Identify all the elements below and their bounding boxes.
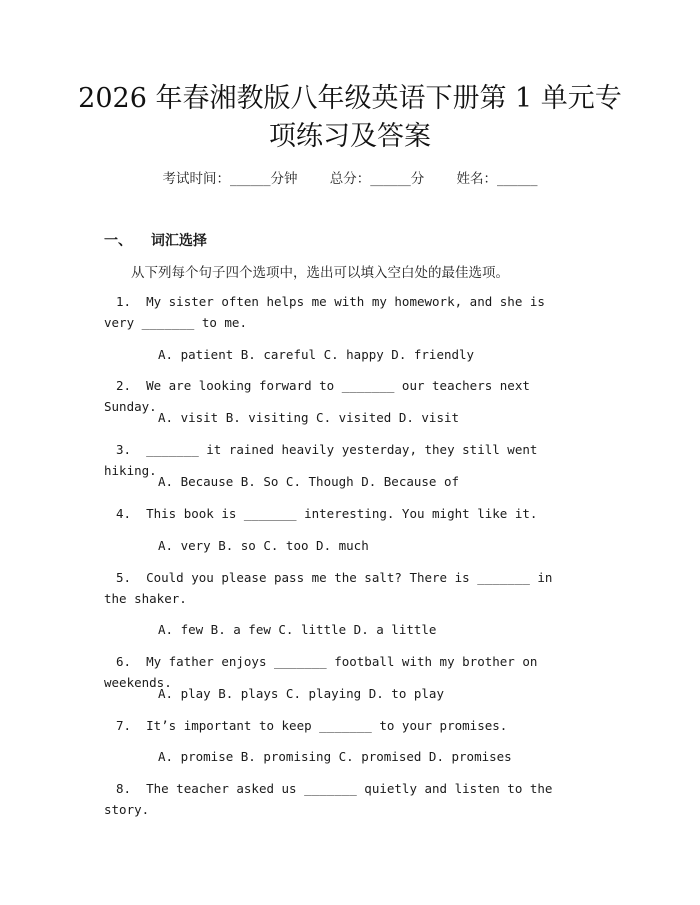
title-line-2: 项练习及答案	[269, 121, 431, 152]
question-4-options: A. very B. so C. too D. much	[158, 538, 369, 553]
instruction-text: 从下列每个句子四个选项中，选出可以填入空白处的最佳选项。	[131, 265, 509, 281]
question-7-options: A. promise B. promising C. promised D. promises	[158, 749, 512, 764]
question-text: It’s important to keep _______ to your promises.	[146, 718, 508, 733]
question-6-options: A. play B. plays C. playing D. to play	[158, 686, 444, 701]
exam-score: 总分：______分	[329, 171, 425, 187]
question-number: 3.	[115, 442, 131, 457]
question-1-options: A. patient B. careful C. happy D. friendly	[158, 347, 475, 362]
section-heading	[104, 230, 207, 250]
question-number: 8.	[115, 781, 131, 796]
question-5	[104, 567, 574, 609]
exam-name: 姓名：______	[456, 171, 538, 187]
question-7	[104, 715, 574, 736]
question-8	[104, 778, 574, 820]
question-number: 1.	[115, 294, 131, 309]
question-text: Could you please pass me the salt? There is _______ in the shaker.	[104, 570, 560, 606]
question-number: 5.	[115, 570, 131, 585]
question-text: My father enjoys _______ football with my brother on weekends.	[104, 654, 545, 690]
question-number: 2.	[115, 378, 131, 393]
question-number: 6.	[115, 654, 131, 669]
question-number: 4.	[115, 506, 131, 521]
question-text: We are looking forward to _______ our teachers next Sunday.	[104, 378, 538, 414]
question-number: 7.	[115, 718, 131, 733]
exam-meta	[0, 167, 700, 187]
question-text: This book is _______ interesting. You might like it.	[146, 506, 538, 521]
section-title: 词汇选择	[150, 233, 207, 249]
question-1	[104, 291, 574, 333]
title-line-1: 2026 年春湘教版八年级英语下册第 1 单元专	[78, 83, 622, 114]
page-title	[0, 80, 700, 156]
question-4	[104, 503, 574, 524]
section-number: 一、	[104, 233, 132, 249]
question-text: My sister often helps me with my homework, and she is very _______ to me.	[104, 294, 553, 330]
question-5-options: A. few B. a few C. little D. a little	[158, 622, 437, 637]
question-text: The teacher asked us _______ quietly and listen to the story.	[104, 781, 560, 817]
question-3-options: A. Because B. So C. Though D. Because of	[158, 474, 460, 489]
exam-time: 考试时间：______分钟	[162, 171, 298, 187]
question-text: _______ it rained heavily yesterday, they still went hiking.	[104, 442, 545, 478]
question-2-options: A. visit B. visiting C. visited D. visit	[158, 410, 460, 425]
